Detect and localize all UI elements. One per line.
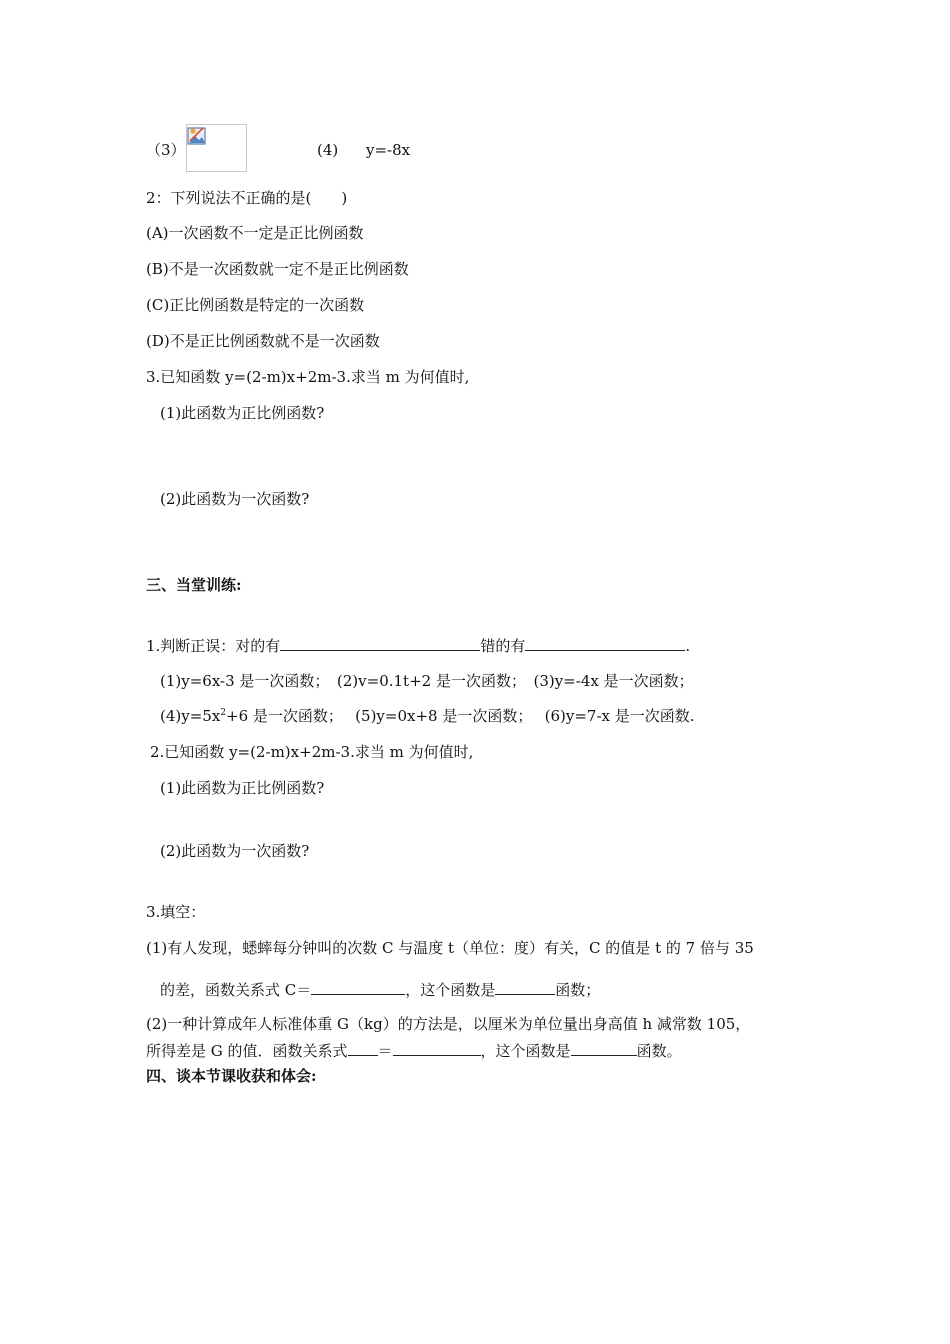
- function-type-blank-2[interactable]: [571, 1040, 637, 1056]
- function-type-prefix-2: ，这个函数是: [480, 1042, 571, 1060]
- judge-items-row-1: (1)y=6x-3 是一次函数； (2)v=0.1t+2 是一次函数； (3)y=-4x 是一次函数；: [160, 672, 694, 690]
- section-4-heading: 四、谈本节课收获和体会:: [146, 1067, 317, 1085]
- question-3-stem: 3.已知函数 y=(2-m)x+2m-3.求当 m 为何值时,: [146, 368, 470, 386]
- function-type-suffix: 函数；: [555, 981, 601, 999]
- judge-question: [146, 635, 690, 656]
- formula-g-left-blank[interactable]: [348, 1040, 378, 1056]
- question-3-sub-1: (1)此函数为正比例函数?: [160, 404, 325, 422]
- fill-part-2-line-2: [146, 1040, 682, 1061]
- fill-part-2-line-1: (2)一种计算成年人标准体重 G（kg）的方法是，以厘米为单位量出身高值 h 减常数 105，: [146, 1015, 751, 1033]
- judge-item-4-start: (4)y=5x: [160, 707, 221, 725]
- question-3-sub-2: (2)此函数为一次函数?: [160, 490, 310, 508]
- wrong-answers-blank[interactable]: [525, 635, 685, 651]
- option-c: (C)正比例函数是特定的一次函数: [146, 296, 365, 314]
- broken-image-icon: [187, 125, 209, 147]
- option-b: (B)不是一次函数就一定不是正比例函数: [146, 260, 409, 278]
- section-3-heading: 三、当堂训练:: [146, 576, 242, 594]
- q1-item-3-label: （3）: [146, 141, 186, 159]
- formula-g-prefix: 所得差是 G 的值．函数关系式: [146, 1042, 348, 1060]
- practice-question-2-stem: 2.已知函数 y=(2-m)x+2m-3.求当 m 为何值时,: [150, 743, 474, 761]
- q1-item-4-label: (4): [317, 141, 339, 159]
- formula-g-right-blank[interactable]: [393, 1040, 481, 1056]
- judge-suffix: .: [685, 637, 691, 655]
- judge-middle: 错的有: [480, 637, 526, 655]
- function-type-suffix-2: 函数。: [636, 1042, 682, 1060]
- exponent: 2: [220, 708, 227, 718]
- q1-item-4-expression: y=-8x: [366, 141, 411, 159]
- fill-part-1-line-2: [160, 979, 600, 1000]
- broken-image-placeholder: [186, 124, 247, 172]
- function-type-blank-1[interactable]: [495, 979, 555, 995]
- equals-sign: ＝: [377, 1042, 393, 1060]
- fill-question-stem: 3.填空：: [146, 903, 206, 921]
- function-type-prefix: ，这个函数是: [405, 981, 496, 999]
- formula-c-prefix: 的差，函数关系式 C＝: [160, 981, 312, 999]
- practice-question-2-sub-1: (1)此函数为正比例函数?: [160, 779, 325, 797]
- option-d: (D)不是正比例函数就不是一次函数: [146, 332, 380, 350]
- judge-prefix: 1.判断正误：对的有: [146, 637, 281, 655]
- question-2-stem: 2：下列说法不正确的是( ): [146, 189, 348, 207]
- judge-items-row-2: [160, 706, 695, 726]
- formula-c-blank[interactable]: [311, 979, 405, 995]
- fill-part-1-line-1: (1)有人发现，蟋蟀每分钟叫的次数 C 与温度 t（单位：度）有关，C 的值是 t 的 7 倍与 35: [146, 939, 754, 957]
- option-a: (A)一次函数不一定是正比例函数: [146, 224, 364, 242]
- correct-answers-blank[interactable]: [280, 635, 480, 651]
- judge-items-rest: +6 是一次函数； (5)y=0x+8 是一次函数； (6)y=7-x 是一次函数.: [226, 707, 695, 725]
- practice-question-2-sub-2: (2)此函数为一次函数?: [160, 842, 310, 860]
